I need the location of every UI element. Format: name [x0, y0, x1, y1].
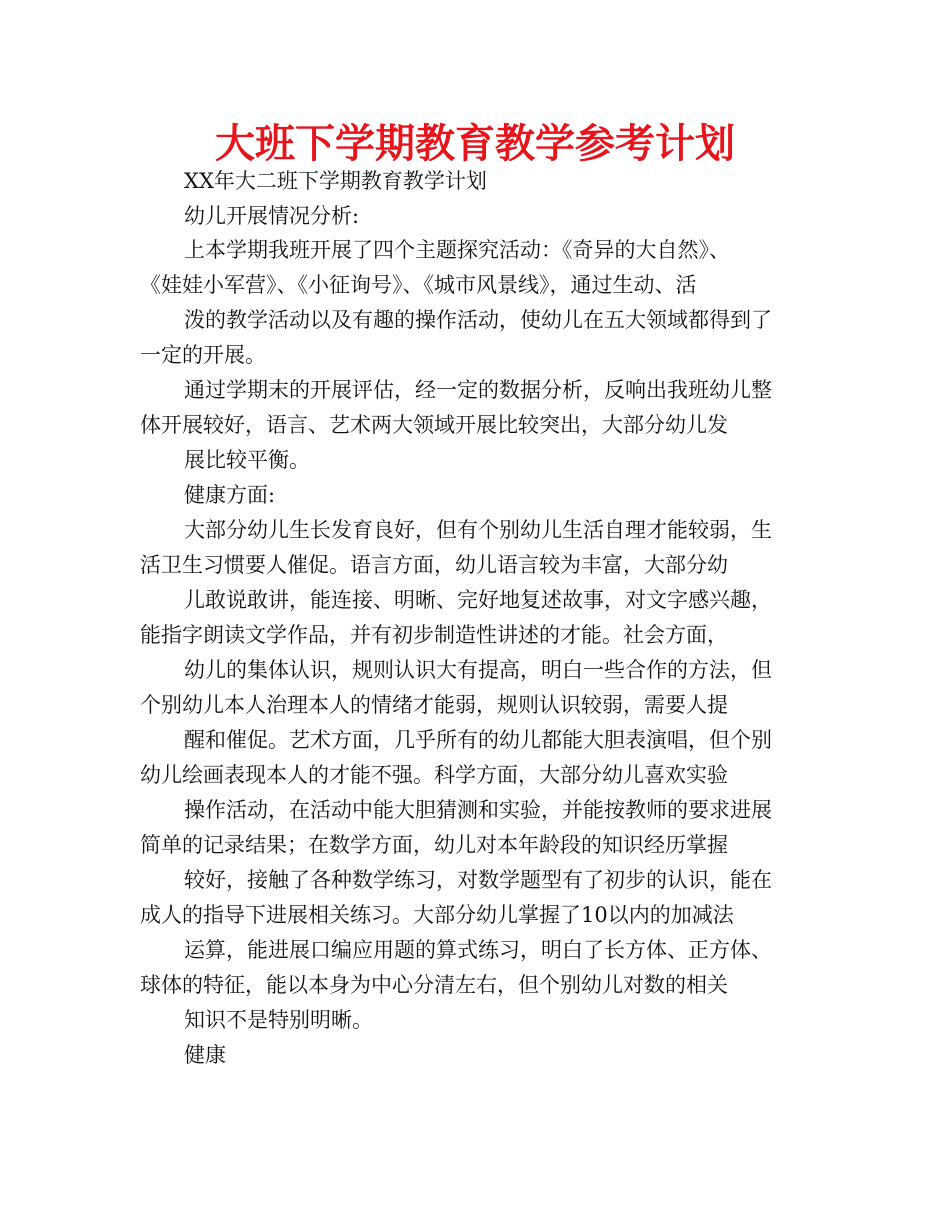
text-line: 运算，能进展口编应用题的算式练习，明白了长方体、正方体、 [184, 938, 772, 962]
text-line: 较好，接触了各种数学练习，对数学题型有了初步的认识，能在 [184, 868, 772, 892]
text-line: 泼的教学活动以及有趣的操作活动，使幼儿在五大领域都得到了 [184, 308, 772, 332]
text-line: 通过学期末的开展评估，经一定的数据分析，反响出我班幼儿整 [184, 378, 772, 402]
text-line: 知识不是特别明晰。 [184, 1008, 373, 1032]
text-line: 个别幼儿本人治理本人的情绪才能弱，规则认识较弱，需要人提 [140, 693, 728, 717]
text-line: XX年大二班下学期教育教学计划 [184, 169, 487, 193]
text-line: 儿敢说敢讲，能连接、明晰、完好地复述故事，对文字感兴趣， [184, 588, 772, 612]
text-line: 幼儿开展情况分析: [184, 204, 360, 228]
document-title: 大班下学期教育教学参考计划 [215, 121, 735, 167]
text-line: 醒和催促。艺术方面，几乎所有的幼儿都能大胆表演唱，但个别 [184, 728, 772, 752]
text-line: 成人的指导下进展相关练习。大部分幼儿掌握了10以内的加减法 [140, 903, 734, 927]
text-line: 大部分幼儿生长发育良好，但有个别幼儿生活自理才能较弱，生 [184, 518, 772, 542]
text-line: 幼儿的集体认识，规则认识大有提高，明白一些合作的方法，但 [184, 658, 772, 682]
text-line: 健康方面: [184, 483, 276, 507]
text-line: 展比较平衡。 [184, 448, 310, 472]
text-line: 体开展较好，语言、艺术两大领域开展比较突出，大部分幼儿发 [140, 413, 728, 437]
text-line: 活卫生习惯要人催促。语言方面，幼儿语言较为丰富，大部分幼 [140, 553, 728, 577]
text-line: 操作活动，在活动中能大胆猜测和实验，并能按教师的要求进展 [184, 798, 772, 822]
text-line: 《娃娃小军营》、《小征询号》、《城市风景线》，通过生动、活 [140, 273, 697, 297]
text-line: 上本学期我班开展了四个主题探究活动：《奇异的大自然》、 [184, 238, 730, 262]
text-line: 健康 [184, 1043, 226, 1067]
text-line: 一定的开展。 [140, 343, 266, 367]
text-line: 幼儿绘画表现本人的才能不强。科学方面，大部分幼儿喜欢实验 [140, 763, 728, 787]
text-line: 能指字朗读文学作品，并有初步制造性讲述的才能。社会方面， [140, 623, 728, 647]
text-line: 球体的特征，能以本身为中心分清左右，但个别幼儿对数的相关 [140, 973, 728, 997]
text-line: 简单的记录结果；在数学方面，幼儿对本年龄段的知识经历掌握 [140, 833, 728, 857]
